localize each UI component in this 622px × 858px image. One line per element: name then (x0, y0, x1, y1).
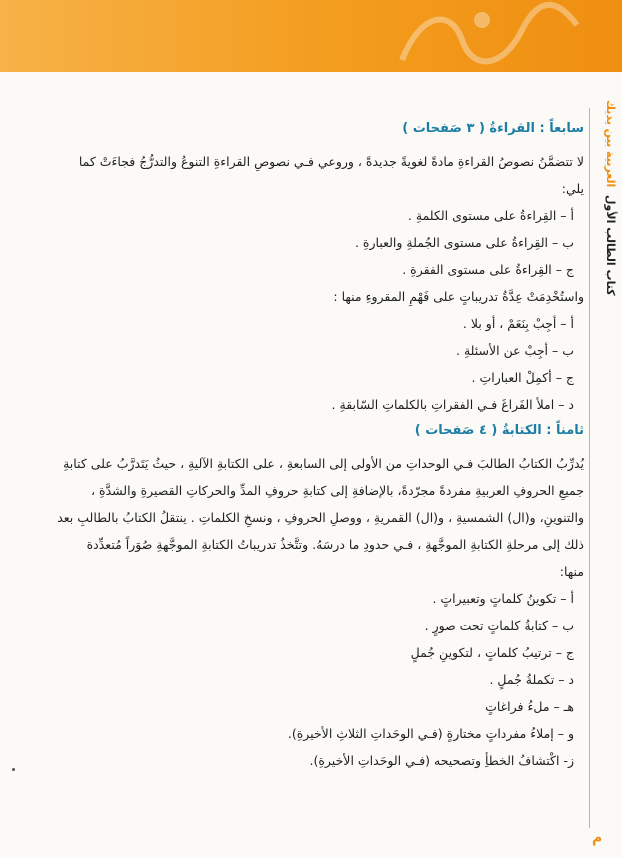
header-band (0, 0, 622, 72)
page-number: م (592, 830, 603, 846)
writing-paragraph-line: جميعِ الحروفِ العربيةِ مفردةً مجرّدةً، بالإضافةِ إلى كتابةِ حروفِ المدِّ والحركاتِ القصيرةِ والشدَّةِ ، (91, 483, 584, 498)
section-heading-reading: سابعاً : القراءةُ ( ٣ صَفحات ) (402, 121, 584, 136)
writing-paragraph-line: يُدرِّبُ الكتابُ الطالبَ فـي الوحداتِ من الأولى إلى السابعةِ ، على الكتابةِ الآليةِ ، حيثُ يَتَدرَّبُ على كتابةِ (63, 456, 584, 471)
writing-exercise-item: أ – تكوينُ كلماتٍ وتعبيراتٍ . (432, 591, 574, 606)
reading-level-item: ج – القِراءةُ على مستوى الفقرةِ . (402, 262, 574, 277)
page-mark (12, 768, 15, 771)
exercise-item: ج – أكمِلْ العباراتِ . (471, 370, 574, 385)
reading-intro-line: لا تتضمَّنُ نصوصُ القراءةِ مادةً لغويةً جديدةً ، وروعي فـي نصوصِ القراءةِ التنوعُ والتدرُّجُ فجاءَتْ كما (78, 154, 584, 169)
reading-level-item: ب – القِراءةُ على مستوى الجُملةِ والعبارةِ . (354, 235, 574, 250)
writing-exercise-item: ج – ترتيبُ كلماتٍ ، لتكوينِ جُملٍ (410, 645, 574, 660)
exercises-intro: واستُخْدِمَتْ عِدَّةُ تدريباتٍ على فَهْمِ المقروءِ منها : (333, 289, 584, 304)
writing-exercise-item: و – إملاءُ مفرداتٍ مختارةٍ (فـي الوحَداتِ الثلاثِ الأخيرةِ). (287, 726, 574, 741)
side-divider (589, 108, 590, 828)
exercise-item: ب – أجِبْ عن الأسئلةِ . (456, 343, 574, 358)
reading-intro-line: يلي: (561, 181, 584, 196)
writing-exercise-item: هـ – ملءُ فراغاتٍ (485, 699, 574, 714)
writing-paragraph-line: ذلك إلى مرحلةِ الكتابةِ الموجَّهةِ ، فـي حدودِ ما درسَهُ. وتتَّخذُ تدريباتُ الكتابةِ الموجَّهةِ صُوَراً مُتعدِّدة (86, 537, 584, 552)
section-heading-writing: ثامناً : الكتابةُ ( ٤ صَفحات ) (414, 423, 584, 438)
writing-exercise-item: ب – كتابةُ كلماتٍ تحت صورٍ . (424, 618, 574, 633)
calligraphy-decoration-icon (382, 0, 582, 72)
writing-exercise-item: ز- اكْتشافُ الخطأِ وتصحيحه (فـي الوحَداتِ الأخيرةِ). (309, 753, 574, 768)
book-series-title: العربية بين يديك (604, 100, 617, 188)
writing-paragraph-line: منها: (559, 564, 584, 579)
writing-exercise-item: د – تكملةُ جُملٍ . (489, 672, 574, 687)
exercise-item: أ – أجِبْ بِنَعَمْ ، أو بلا . (462, 316, 574, 331)
writing-paragraph-line: والتنوينِ، و(ال) الشمسيةِ ، و(ال) القمريةِ ، ووصلِ الحروفِ ، ونسخِ الكلماتِ . ينتقلُ الكتابُ بالطالبِ بعد (57, 510, 584, 525)
page-content (28, 118, 584, 774)
reading-level-item: أ – القِراءةُ على مستوى الكلمةِ . (407, 208, 574, 223)
book-volume-title: كتاب الطالب الأول (604, 195, 617, 296)
exercise-item: د – املأ الفَراغَ فـي الفقراتِ بالكلماتِ السّابقةِ . (331, 397, 574, 412)
